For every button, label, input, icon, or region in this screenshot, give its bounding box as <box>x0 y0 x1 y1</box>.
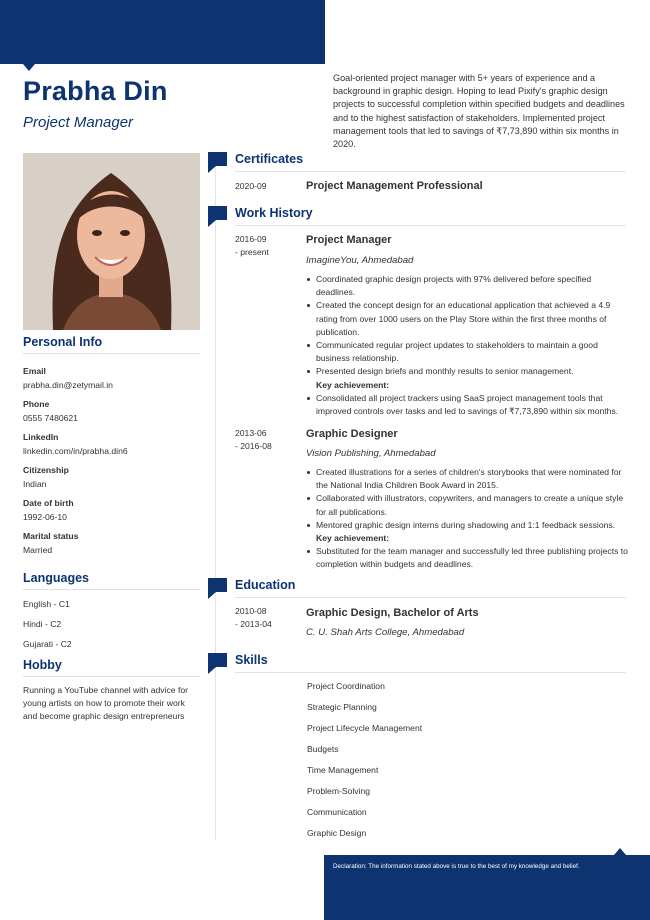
email-label: Email <box>23 366 46 376</box>
portrait-illustration <box>23 153 200 330</box>
timeline-line <box>215 160 216 840</box>
key-achievement-label: Key achievement: <box>316 533 390 544</box>
dob-value: 1992-06-10 <box>23 512 67 522</box>
section-rule <box>235 597 626 598</box>
job-date-start: 2016-09 <box>235 234 267 244</box>
header-notch <box>23 64 35 71</box>
job-company: Vision Publishing, Ahmedabad <box>306 448 436 459</box>
section-rule <box>235 171 626 172</box>
job-bullet: Collaborated with illustrators, copywriters, and managers to create a unique style for all publications. <box>306 492 628 518</box>
hobby-text: Running a YouTube channel with advice for young artists on how to promote their work and become graphic design entrepreneurs <box>23 685 188 722</box>
personal-info-dob <box>23 498 200 522</box>
candidate-name: Prabha Din <box>23 76 168 106</box>
education-date-end: - 2013-04 <box>235 619 272 629</box>
skill-item: Project Coordination <box>307 681 385 691</box>
section-flag-tip-icon <box>208 220 216 227</box>
job-bullet: Consolidated all project trackers using SaaS project management tools that improved controls over tasks and led to savings of ₹7,73,890 within six months. <box>306 392 628 418</box>
dob-label: Date of birth <box>23 498 74 508</box>
section-flag-tip-icon <box>208 667 216 674</box>
languages-heading: Languages <box>23 571 200 590</box>
personal-info-heading: Personal Info <box>23 335 200 354</box>
email-value: prabha.din@zetymail.in <box>23 380 113 390</box>
job-bullet: Created illustrations for a series of children's storybooks that were nominated for the National India Children Book Award in 2015. <box>306 466 628 492</box>
education-section-header <box>208 578 626 598</box>
certificates-heading: Certificates <box>235 152 304 166</box>
profile-summary: Goal-oriented project manager with 5+ years of experience and a background in graphic design. Hoping to lead Pixify's graphic design projects to successful completion within specified budgets and deadlines and to the highest satisfaction of stakeholders. Implemented project management tools that led to savings of ₹7,73,890 within six months in 2020. <box>333 73 625 150</box>
skill-item: Problem-Solving <box>307 786 371 796</box>
linkedin-value: linkedin.com/in/prabha.din6 <box>23 446 128 456</box>
education-date-start: 2010-08 <box>235 606 267 616</box>
personal-info-citizenship <box>23 465 200 489</box>
citizenship-value: Indian <box>23 479 47 489</box>
certificate-date: 2020-09 <box>235 181 267 191</box>
language-item: Hindi - C2 <box>23 619 62 629</box>
skill-item: Project Lifecycle Management <box>307 723 423 733</box>
skill-item: Strategic Planning <box>307 702 377 712</box>
education-school: C. U. Shah Arts College, Ahmedabad <box>306 627 465 638</box>
education-heading: Education <box>235 578 296 592</box>
job-bullet: Mentored graphic design interns during shadowing and 1:1 feedback sessions. <box>306 519 628 532</box>
section-flag-icon <box>208 152 227 166</box>
job-date-end: - present <box>235 247 269 257</box>
section-flag-tip-icon <box>208 592 216 599</box>
section-flag-icon <box>208 653 227 667</box>
marital-label: Marital status <box>23 531 79 541</box>
section-flag-tip-icon <box>208 166 216 173</box>
key-achievement-label: Key achievement: <box>316 379 390 390</box>
phone-label: Phone <box>23 399 50 409</box>
skill-item: Communication <box>307 807 367 817</box>
work-history-section-header <box>208 206 626 226</box>
section-rule <box>235 672 626 673</box>
job-bullet: Created the concept design for an educational application that achieved a 4.9 rating from over 1000 users on the Play Store within the first three months of publication. <box>306 299 628 339</box>
profile-photo <box>23 153 200 330</box>
job-bullets <box>306 273 628 418</box>
header-band <box>0 0 325 64</box>
declaration-text: Declaration: The information stated above is true to the best of my knowledge and belief. <box>333 863 580 870</box>
phone-value: 0555 7480621 <box>23 413 78 423</box>
work-history-heading: Work History <box>235 206 313 220</box>
job-bullets <box>306 466 628 572</box>
job-company: ImagineYou, Ahmedabad <box>306 255 414 266</box>
job-dates <box>235 427 272 453</box>
hobby-heading: Hobby <box>23 658 200 677</box>
education-degree: Graphic Design, Bachelor of Arts <box>306 607 479 619</box>
job-bullet: Substituted for the team manager and successfully led three publishing projects to completion within budgets and deadlines. <box>306 545 628 571</box>
job-date-start: 2013-06 <box>235 428 267 438</box>
job-bullet: Presented design briefs and monthly results to senior management. <box>306 365 628 378</box>
footer-band <box>324 855 650 920</box>
personal-info-linkedin <box>23 432 200 456</box>
job-title: Graphic Designer <box>306 428 398 440</box>
language-item: Gujarati - C2 <box>23 639 72 649</box>
left-column <box>23 335 200 724</box>
section-flag-icon <box>208 206 227 220</box>
footer-notch <box>614 848 626 855</box>
candidate-title: Project Manager <box>23 114 134 131</box>
job-date-end: - 2016-08 <box>235 441 272 451</box>
section-rule <box>235 225 626 226</box>
skills-section-header <box>208 653 626 673</box>
language-item: English - C1 <box>23 599 70 609</box>
certificates-section-header <box>208 152 626 172</box>
personal-info-phone <box>23 399 200 423</box>
education-dates <box>235 605 272 631</box>
skill-item: Graphic Design <box>307 828 367 838</box>
marital-value: Married <box>23 545 53 555</box>
personal-info-marital <box>23 531 200 555</box>
job-dates <box>235 233 269 259</box>
skill-item: Budgets <box>307 744 339 754</box>
skills-heading: Skills <box>235 653 268 667</box>
skill-item: Time Management <box>307 765 379 775</box>
linkedin-label: LinkedIn <box>23 432 59 442</box>
job-title: Project Manager <box>306 234 392 246</box>
section-flag-icon <box>208 578 227 592</box>
job-bullet: Coordinated graphic design projects with 97% delivered before specified deadlines. <box>306 273 628 299</box>
personal-info-email <box>23 366 200 390</box>
citizenship-label: Citizenship <box>23 465 69 475</box>
job-bullet: Communicated regular project updates to stakeholders to maintain a good business relationship. <box>306 339 628 365</box>
certificate-title: Project Management Professional <box>306 180 483 192</box>
